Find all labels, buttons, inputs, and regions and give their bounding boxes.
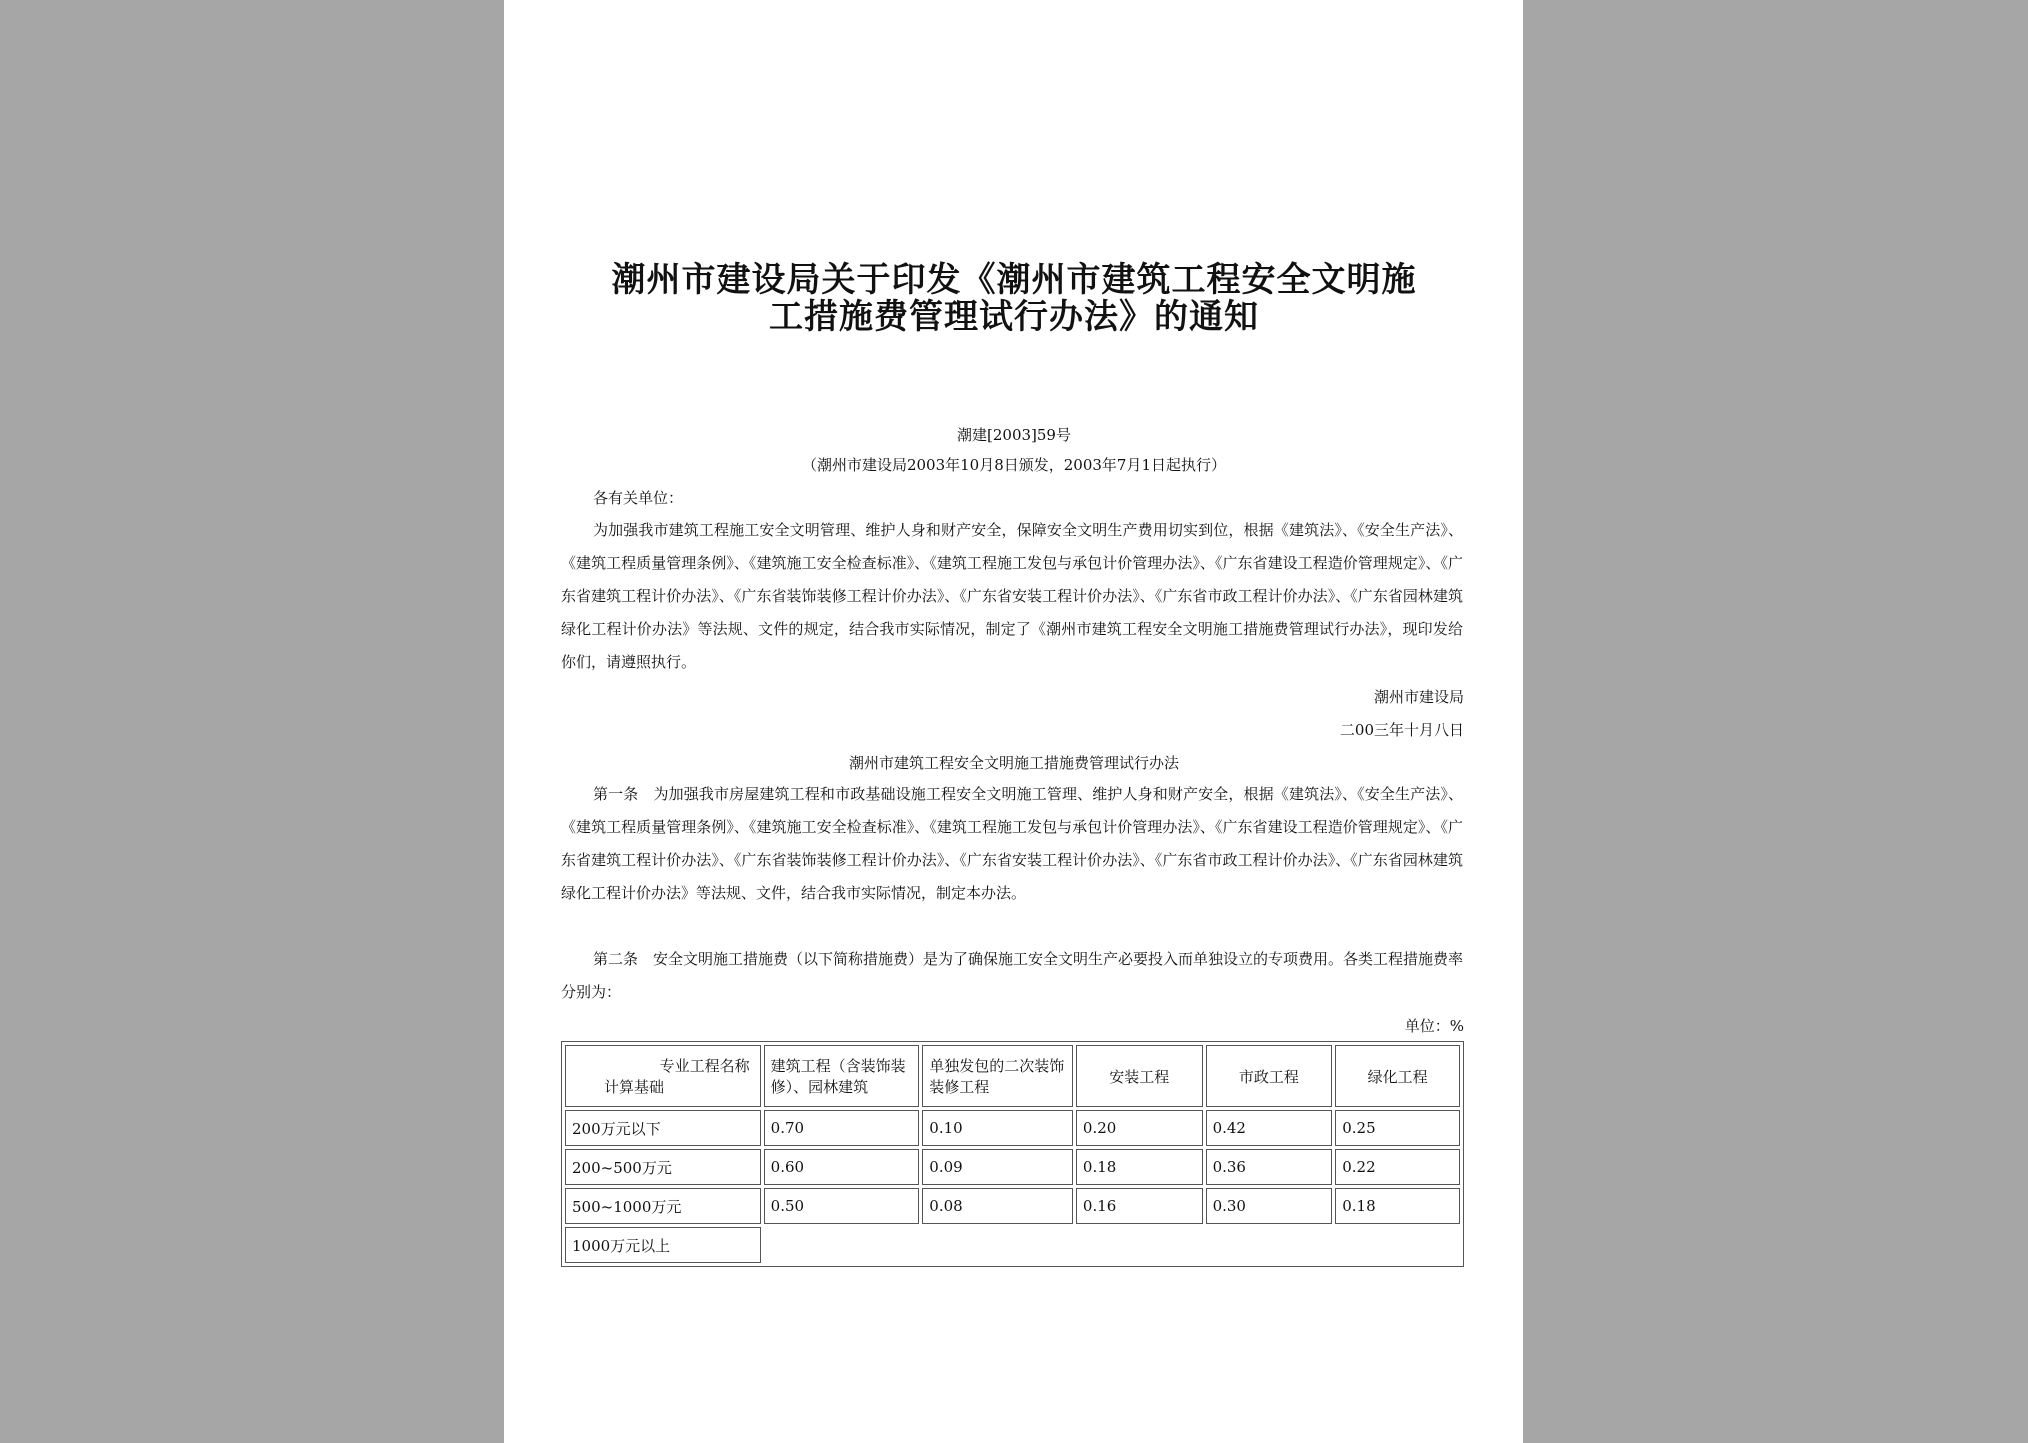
issue-info: （潮州市建设局2003年10月8日颁发，2003年7月1日起执行）	[801, 456, 1227, 474]
article-1	[561, 778, 1463, 910]
row-label: 200万元以下	[565, 1110, 761, 1146]
cell-value: 0.20	[1076, 1110, 1203, 1146]
table-row	[565, 1188, 1460, 1224]
issue-date: 二00三年十月八日	[1339, 721, 1464, 739]
article-2-text: 第二条 安全文明施工措施费（以下简称措施费）是为了确保施工安全文明生产必要投入而单独设立的专项费用。各类工程措施费率分别为：	[561, 950, 1464, 1001]
corner-cell	[565, 1045, 761, 1107]
table-header-row	[565, 1045, 1460, 1107]
cell-value: 0.10	[922, 1110, 1073, 1146]
title-line-2: 工措施费管理试行办法》的通知	[769, 297, 1259, 337]
document-title	[584, 262, 1444, 336]
body-paragraph-text: 为加强我市建筑工程施工安全文明管理、维护人身和财产安全，保障安全文明生产费用切实到位，根据《建筑法》、《安全生产法》、《建筑工程质量管理条例》、《建筑施工安全检查标准》、《建筑工程施工发包与承包计价管理办法》、《广东省建设工程造价管理规定》、《广东省建筑工程计价办法》、《广东省装饰装修工程计价办法》、《广东省安装工程计价办法》、《广东省市政工程计价办法》、《广东省园林建筑绿化工程计价办法》等法规、文件的规定，结合我市实际情况，制定了《潮州市建筑工程安全文明施工措施费管理试行办法》，现印发给你们，请遵照执行。	[561, 521, 1463, 671]
document-number: 潮建[2003]59号	[957, 426, 1071, 444]
cell-value: 0.16	[1076, 1188, 1203, 1224]
body-paragraph	[561, 514, 1463, 679]
cell-value: 0.50	[764, 1188, 920, 1224]
table-row	[565, 1110, 1460, 1146]
cell-value: 0.36	[1206, 1149, 1333, 1185]
document-page	[504, 0, 1523, 1443]
article-1-text: 第一条 为加强我市房屋建筑工程和市政基础设施工程安全文明施工管理、维护人身和财产安全，根据《建筑法》、《安全生产法》、《建筑工程质量管理条例》、《建筑施工安全检查标准》、《建筑工程施工发包与承包计价管理办法》、《广东省建设工程造价管理规定》、《广东省建筑工程计价办法》、《广东省装饰装修工程计价办法》、《广东省安装工程计价办法》、《广东省市政工程计价办法》、《广东省园林建筑绿化工程计价办法》等法规、文件，结合我市实际情况，制定本办法。	[561, 785, 1463, 902]
cell-value: 0.25	[1335, 1110, 1460, 1146]
corner-bottom-label: 计算基础	[604, 1078, 665, 1096]
salutation: 各有关单位：	[593, 489, 684, 507]
corner-top-label: 专业工程名称	[659, 1057, 750, 1075]
row-label: 500~1000万元	[565, 1188, 761, 1224]
cell-value: 0.42	[1206, 1110, 1333, 1146]
cell-value: 0.60	[764, 1149, 920, 1185]
table-row	[565, 1149, 1460, 1185]
unit-label: 单位：%	[1404, 1017, 1464, 1035]
cell-value: 0.30	[1206, 1188, 1333, 1224]
header-greening: 绿化工程	[1335, 1045, 1460, 1107]
cell-value: 0.18	[1076, 1149, 1203, 1185]
header-municipal: 市政工程	[1206, 1045, 1333, 1107]
header-decoration: 单独发包的二次装饰装修工程	[922, 1045, 1073, 1107]
empty-cell	[764, 1227, 1460, 1263]
row-label: 200~500万元	[565, 1149, 761, 1185]
cell-value: 0.70	[764, 1110, 920, 1146]
signature: 潮州市建设局	[1373, 688, 1464, 706]
header-building: 建筑工程（含装饰装修）、园林建筑	[764, 1045, 920, 1107]
cell-value: 0.22	[1335, 1149, 1460, 1185]
cell-value: 0.09	[922, 1149, 1073, 1185]
cell-value: 0.08	[922, 1188, 1073, 1224]
rates-table	[561, 1041, 1464, 1267]
table-row	[565, 1227, 1460, 1263]
cell-value: 0.18	[1335, 1188, 1460, 1224]
article-2	[561, 943, 1463, 1009]
row-label: 1000万元以上	[565, 1227, 761, 1263]
header-installation: 安装工程	[1076, 1045, 1203, 1107]
title-line-1: 潮州市建设局关于印发《潮州市建筑工程安全文明施	[611, 260, 1417, 300]
rules-subtitle: 潮州市建筑工程安全文明施工措施费管理试行办法	[848, 754, 1179, 772]
